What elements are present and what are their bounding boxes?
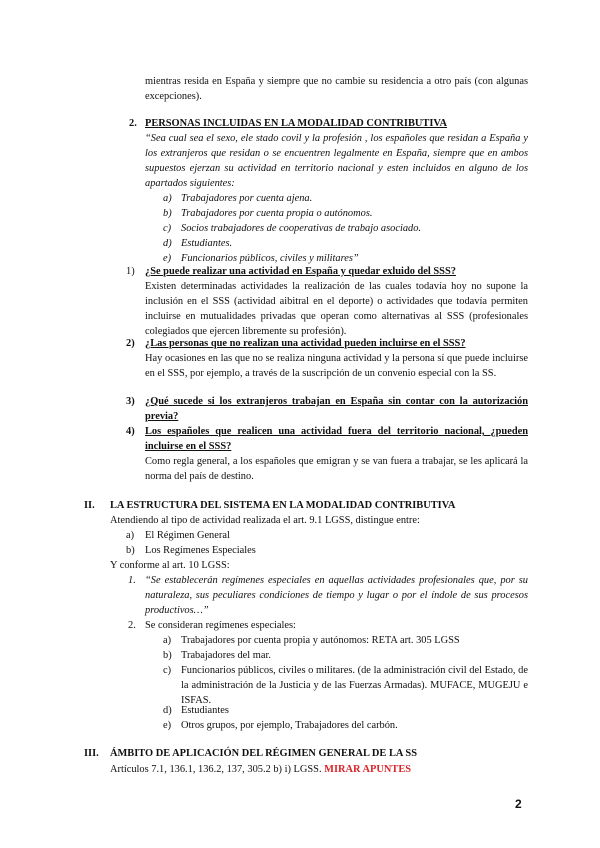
- list-item: e) Funcionarios públicos, civiles y militares”: [163, 253, 359, 264]
- regimes-a-marker: a): [163, 635, 172, 646]
- question-3-marker: 3): [126, 396, 135, 407]
- question-4-title: Los españoles que realicen una actividad fuera del territorio nacional, ¿pueden incluirse en el SSS?: [145, 426, 528, 452]
- section-iii-number: III.: [84, 748, 99, 759]
- question-1-title: ¿Se puede realizar una actividad en España y quedar exluido del SSS?: [145, 266, 456, 277]
- regimes-d-text: Estudiantes: [181, 705, 229, 716]
- question-3-title: ¿Qué sucede si los extranjeros trabajan en España sin contar con la autorización previa?: [145, 396, 528, 422]
- section-2-number: 2.: [129, 118, 137, 129]
- section-iii-articles: [110, 762, 411, 777]
- section-ii-intro: Atendiendo al tipo de actividad realizada el art. 9.1 LGSS, distingue entre:: [110, 515, 420, 526]
- list-item: c) Socios trabajadores de cooperativas de trabajo asociado.: [163, 223, 422, 234]
- section-2-quote: “Sea cual sea el sexo, ele stado covil y la profesión , los españoles que residan a España y los extranjeros que residan o se encuentren legalmente en España, siempre que en ambos supuestos ejerzan su actividad en territorio nacional y esten incluidos en alguno de los apartados siguientes:: [145, 133, 528, 189]
- articles-text: Artículos 7.1, 136.1, 136.2, 137, 305.2 b) i) LGSS.: [110, 764, 322, 775]
- list-item: d) Estudiantes.: [163, 238, 233, 249]
- page-number: 2: [515, 797, 522, 811]
- list-item: a) El Régimen General: [126, 530, 230, 541]
- intro-paragraph: mientras resida en España y siempre que no cambie su residencia a otro país (con algunas excepciones).: [145, 76, 528, 102]
- question-1-answer: Existen determinadas actividades la realización de las cuales todavía hoy no supone la inclusión en el SSS (actividad aibitral en el deporte) o actividades que todavía permiten incluirse en mutualidades privadas que operan como alternativas al SSS (profesionales colegiados que ejercen libremente su profesión).: [145, 281, 528, 337]
- list-item: b) Trabajadores por cuenta propia o autónomos.: [163, 208, 373, 219]
- section-ii-list: [126, 528, 426, 558]
- question-2-title: ¿Las personas que no realizan una actividad pueden incluirse en el SSS?: [145, 338, 466, 349]
- section-ii-number: II.: [84, 500, 95, 511]
- regimes-b-marker: b): [163, 650, 172, 661]
- regimes-e-marker: e): [163, 720, 172, 731]
- list-item: a) Trabajadores por cuenta ajena.: [163, 193, 313, 204]
- regimes-c-marker: c): [163, 665, 172, 676]
- regimes-b-text: Trabajadores del mar.: [181, 650, 271, 661]
- regimes-a-text: Trabajadores por cuenta propia y autónomos: RETA art. 305 LGSS: [181, 635, 460, 646]
- highlight-note: MIRAR APUNTES: [324, 764, 412, 775]
- section-2-list: [163, 191, 523, 266]
- point-1-quote: “Se establecerán regímenes especiales en aquellas actividades profesionales que, por su naturaleza, sus peculiares condiciones de tiempo y lugar o por el índole de sus procesos productivos…”: [145, 575, 528, 616]
- regimes-d-marker: d): [163, 705, 172, 716]
- regimes-c-text: Funcionarios públicos, civiles o militares. (de la administración civil del Estado, de la administración de la Justicia y de las Fuerzas Armadas). MUFACE, MUGEJU e ISFAS.: [181, 665, 528, 706]
- point-2-text: Se consideran regímenes especiales:: [145, 620, 296, 631]
- question-2-marker: 2): [126, 338, 135, 349]
- question-2-answer: Hay ocasiones en las que no se realiza ninguna actividad y la persona sí que puede incluirse en el SSS, por ejemplo, a través de la suscripción de un convenio especial con la SS.: [145, 353, 528, 379]
- point-1-number: 1.: [128, 575, 136, 586]
- section-2-title: PERSONAS INCLUIDAS EN LA MODALIDAD CONTRIBUTIVA: [145, 118, 448, 129]
- question-4-marker: 4): [126, 426, 135, 437]
- point-2-number: 2.: [128, 620, 136, 631]
- regimes-e-text: Otros grupos, por ejemplo, Trabajadores del carbón.: [181, 720, 398, 731]
- list-item: b) Los Regímenes Especiales: [126, 545, 256, 556]
- question-4-answer: Como regla general, a los españoles que emigran y se van fuera a trabajar, se les aplicará la norma del país de destino.: [145, 456, 528, 482]
- question-1-marker: 1): [126, 266, 135, 277]
- section-ii-conforme: Y conforme al art. 10 LGSS:: [110, 560, 230, 571]
- section-ii-title: LA ESTRUCTURA DEL SISTEMA EN LA MODALIDAD CONTRIBUTIVA: [110, 500, 456, 511]
- section-iii-title: ÁMBITO DE APLICACIÓN DEL RÉGIMEN GENERAL DE LA SS: [110, 748, 417, 759]
